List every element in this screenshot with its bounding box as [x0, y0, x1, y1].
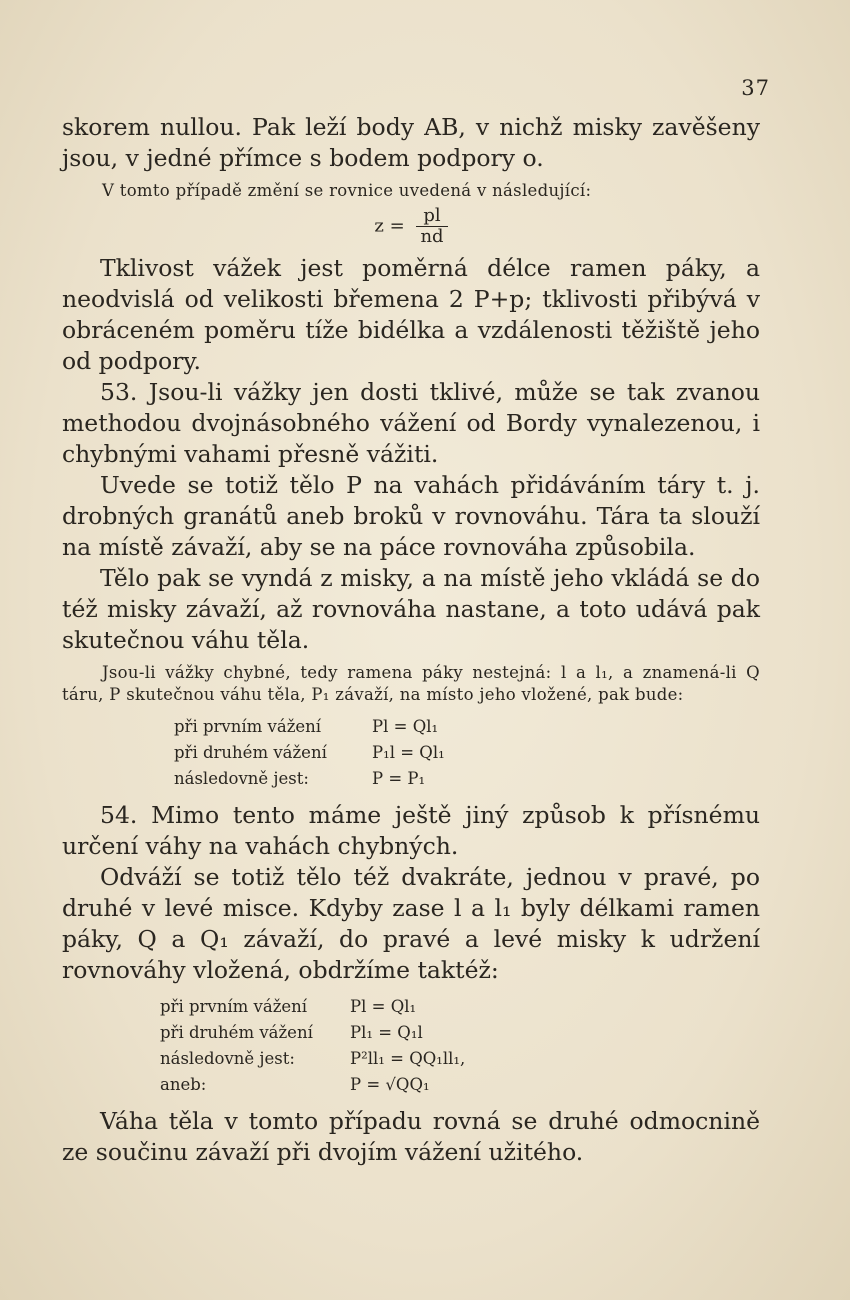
equation-label: aneb: — [160, 1075, 207, 1094]
note-faulty-scales: Jsou-li vážky chybné, tedy ramena páky nestejná: l a l₁, a znamená-li Q táru, P skutečnou váhu těla, P₁ závaží, na místo jeho vložené, pak bude: — [62, 663, 760, 704]
paragraph-double-weighing: Odváží se totiž tělo též dvakráte, jednou v pravé, po druhé v levé misce. Kdyby zase l a l₁ byly délkami ramen páky, Q a Q₁ závaží, do pravé a levé misky k udržení rovnováhy vložená, obdržíme taktéž: — [62, 863, 760, 984]
formula-fraction — [416, 206, 447, 247]
paragraph-continuation: skorem nullou. Pak leží body AB, v nichž misky zavěšeny jsou, v jedné přímce s bodem podpory o. — [62, 113, 760, 172]
equation-expr: Pl = Ql₁ — [372, 717, 439, 736]
equations-borda — [174, 714, 445, 792]
paragraph-tare: Uvede se totiž tělo P na vahách přidáváním táry t. j. drobných granátů aneb broků v rovnováhu. Tára ta slouží na místě závaží, aby se na páce rovnováha způsobila. — [62, 471, 760, 561]
page-text — [62, 112, 760, 1168]
equation-expr: Pl₁ = Q₁l — [350, 1023, 423, 1042]
paragraph-weight: Tělo pak se vyndá z misky, a na místě jeho vkládá se do též misky závaží, až rovnováha nastane, a toto udává pak skutečnou váhu těla. — [62, 564, 760, 654]
equation-label: při prvním vážení — [160, 997, 308, 1016]
page-number: 37 — [741, 76, 770, 100]
equation-label: při prvním vážení — [174, 717, 322, 736]
equation-expr: P = √QQ₁ — [350, 1075, 430, 1094]
equation-label: následovně jest: — [160, 1049, 295, 1068]
equation-row — [174, 740, 445, 766]
equation-expr: P = P₁ — [372, 769, 426, 788]
equation-row — [160, 1020, 465, 1046]
equation-row — [174, 766, 445, 792]
paragraph-conclusion: Váha těla v tomto případu rovná se druhé odmocnině ze součinu závaží při dvojím vážení užitého. — [62, 1107, 760, 1166]
paragraph-54: 54. Mimo tento máme ještě jiný způsob k přísnému určení váhy na vahách chybných. — [62, 801, 760, 860]
equation-row — [160, 1072, 465, 1098]
equation-row — [174, 714, 445, 740]
note-equation-change: V tomto případě změní se rovnice uvedená v následující: — [102, 181, 592, 200]
paragraph-53: 53. Jsou-li vážky jen dosti tklivé, může se tak zvanou methodou dvojnásobného vážení od Bordy vynalezenou, i chybnými vahami přesně vážiti. — [62, 378, 760, 468]
equation-expr: P₁l = Ql₁ — [372, 743, 445, 762]
formula-denominator: nd — [420, 226, 444, 247]
equation-label: následovně jest: — [174, 769, 309, 788]
formula-lhs: z = — [374, 215, 405, 237]
equation-row — [160, 994, 465, 1020]
equation-row — [160, 1046, 465, 1072]
formula-numerator: pl — [416, 206, 447, 227]
equation-expr: Pl = Ql₁ — [350, 997, 417, 1016]
equation-expr: P²ll₁ = QQ₁ll₁, — [350, 1049, 466, 1068]
formula-sensitivity — [62, 206, 760, 247]
paragraph-sensitivity: Tklivost vážek jest poměrná délce ramen páky, a neodvislá od velikosti břemena 2 P+p; tklivosti přibývá v obráceném poměru tíže bidélka a vzdálenosti těžiště jeho od podpory. — [62, 254, 760, 375]
equation-label: při druhém vážení — [174, 743, 327, 762]
equations-gauss — [160, 994, 465, 1098]
equation-label: při druhém vážení — [160, 1023, 313, 1042]
